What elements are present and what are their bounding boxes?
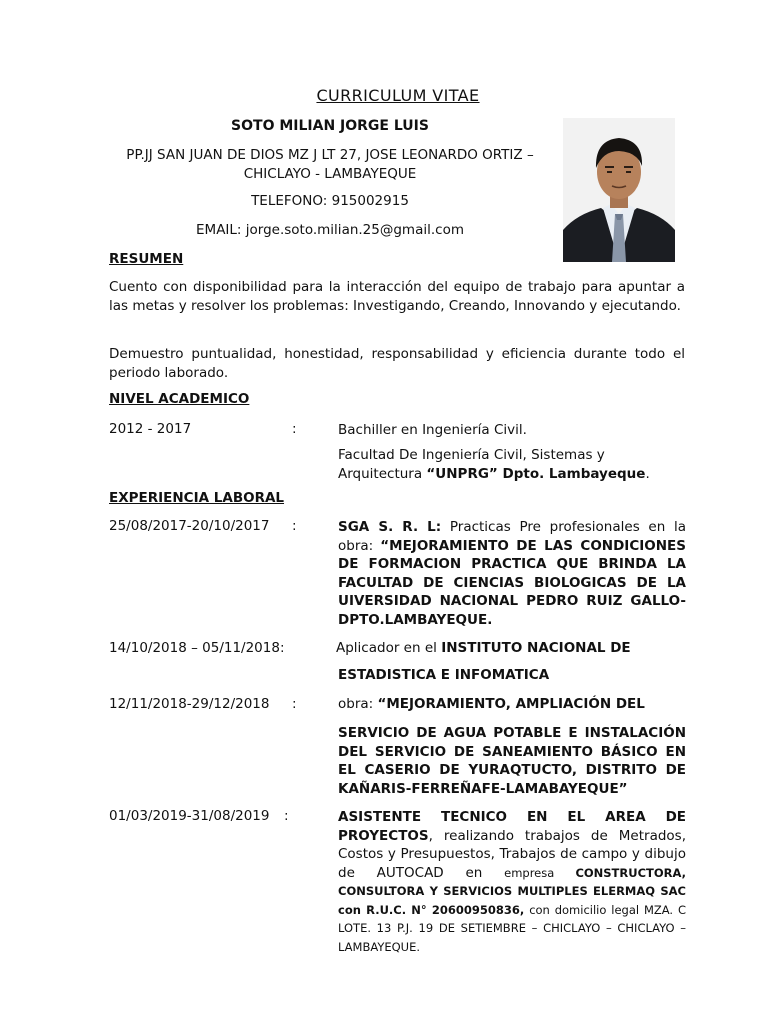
applicant-name: SOTO MILIAN JORGE LUIS <box>231 118 429 134</box>
academic-date: 2012 - 2017 <box>109 421 192 437</box>
experience-2-institution-2: ESTADISTICA E INFOMATICA <box>338 667 550 683</box>
experience-1-colon: : <box>292 518 297 534</box>
experience-3-project-1: “MEJORAMIENTO, AMPLIACIÓN DEL <box>377 696 645 712</box>
section-heading-experiencia-laboral: EXPERIENCIA LABORAL <box>109 490 285 506</box>
experience-4-colon: : <box>284 808 289 824</box>
address <box>110 146 550 184</box>
experience-4-address: con domicilio legal MZA. C LOTE. 13 P.J. 19 DE SETIEMBRE – CHICLAYO – CHICLAYO – LAMBAYEQUE. <box>338 902 686 954</box>
experience-1-company: SGA S. R. L: <box>338 519 442 535</box>
faculty-text: Facultad De Ingeniería Civil, Sistemas y Arquitectura <box>338 447 605 482</box>
experience-2-institution-1: INSTITUTO NACIONAL DE <box>441 640 631 656</box>
experience-1-date: 25/08/2017-20/10/2017 <box>109 518 270 534</box>
experience-4-small-1: empresa <box>504 865 576 880</box>
experience-3-date: 12/11/2018-29/12/2018 <box>109 696 270 712</box>
profile-photo <box>563 118 675 262</box>
experience-1-project: “MEJORAMIENTO DE LAS CONDICIONES DE FORMACION PRACTICA QUE BRINDA LA FACULTAD DE CIENCIAS BIOLOGICAS DE LA UIVERSIDAD NACIONAL PEDRO RUIZ GALLO-DPTO.LAMBAYEQUE. <box>338 537 686 628</box>
address-line-1: PP.JJ SAN JUAN DE DIOS MZ J LT 27, JOSE LEONARDO ORTIZ – <box>126 147 534 163</box>
portrait-image <box>563 118 675 262</box>
experience-3-project-2: SERVICIO DE AGUA POTABLE E INSTALACIÓN DEL SERVICIO DE SANEAMIENTO BÁSICO EN EL CASERIO DE YURAQTUCTO, DISTRITO DE KAÑARIS-FERREÑAFE-LAMABAYEQUE” <box>338 725 686 797</box>
academic-colon: : <box>292 421 297 437</box>
address-line-2: CHICLAYO - LAMBAYEQUE <box>243 166 417 182</box>
experience-1-description <box>338 518 686 629</box>
phone: TELEFONO: 915002915 <box>251 193 409 209</box>
experience-2-line-1 <box>336 640 631 656</box>
section-heading-resumen: RESUMEN <box>109 251 184 267</box>
faculty-end: . <box>645 465 650 482</box>
experience-2-text: Aplicador en el <box>336 640 442 656</box>
experience-4-position: ASISTENTE TECNICO EN EL AREA DE PROYECTOS <box>338 809 686 844</box>
email: EMAIL: jorge.soto.milian.25@gmail.com <box>196 222 464 238</box>
experience-3-colon: : <box>292 696 297 712</box>
faculty-university: “UNPRG” Dpto. Lambayeque <box>426 465 646 482</box>
academic-faculty <box>338 446 686 483</box>
resumen-paragraph-1: Cuento con disponibilidad para la interacción del equipo de trabajo para apuntar a las metas y resolver los problemas: Investigando, Creando, Innovando y ejecutando. <box>109 279 685 314</box>
experience-3-text: obra: <box>338 696 378 712</box>
experience-3-line-1 <box>338 696 645 712</box>
document-title: CURRICULUM VITAE <box>316 86 480 105</box>
experience-2-date: 14/10/2018 – 05/11/2018: <box>109 640 285 656</box>
experience-4-date: 01/03/2019-31/08/2019 <box>109 808 270 824</box>
academic-degree: Bachiller en Ingeniería Civil. <box>338 422 527 438</box>
experience-4-text: , realizando trabajos de Metrados, Costos y Presupuestos, Trabajos de campo y dibujo de AUTOCAD en <box>338 827 686 881</box>
experience-4-company: CONSTRUCTORA, CONSULTORA Y SERVICIOS MULTIPLES ELERMAQ SAC con R.U.C. N° 20600950836, <box>338 865 686 917</box>
experience-1-text: Practicas Pre profesionales en la obra: <box>338 519 686 554</box>
resumen-paragraph-2: Demuestro puntualidad, honestidad, responsabilidad y eficiencia durante todo el periodo laborado. <box>109 346 685 381</box>
section-heading-nivel-academico: NIVEL ACADEMICO <box>109 391 250 407</box>
experience-4-description <box>338 808 686 956</box>
